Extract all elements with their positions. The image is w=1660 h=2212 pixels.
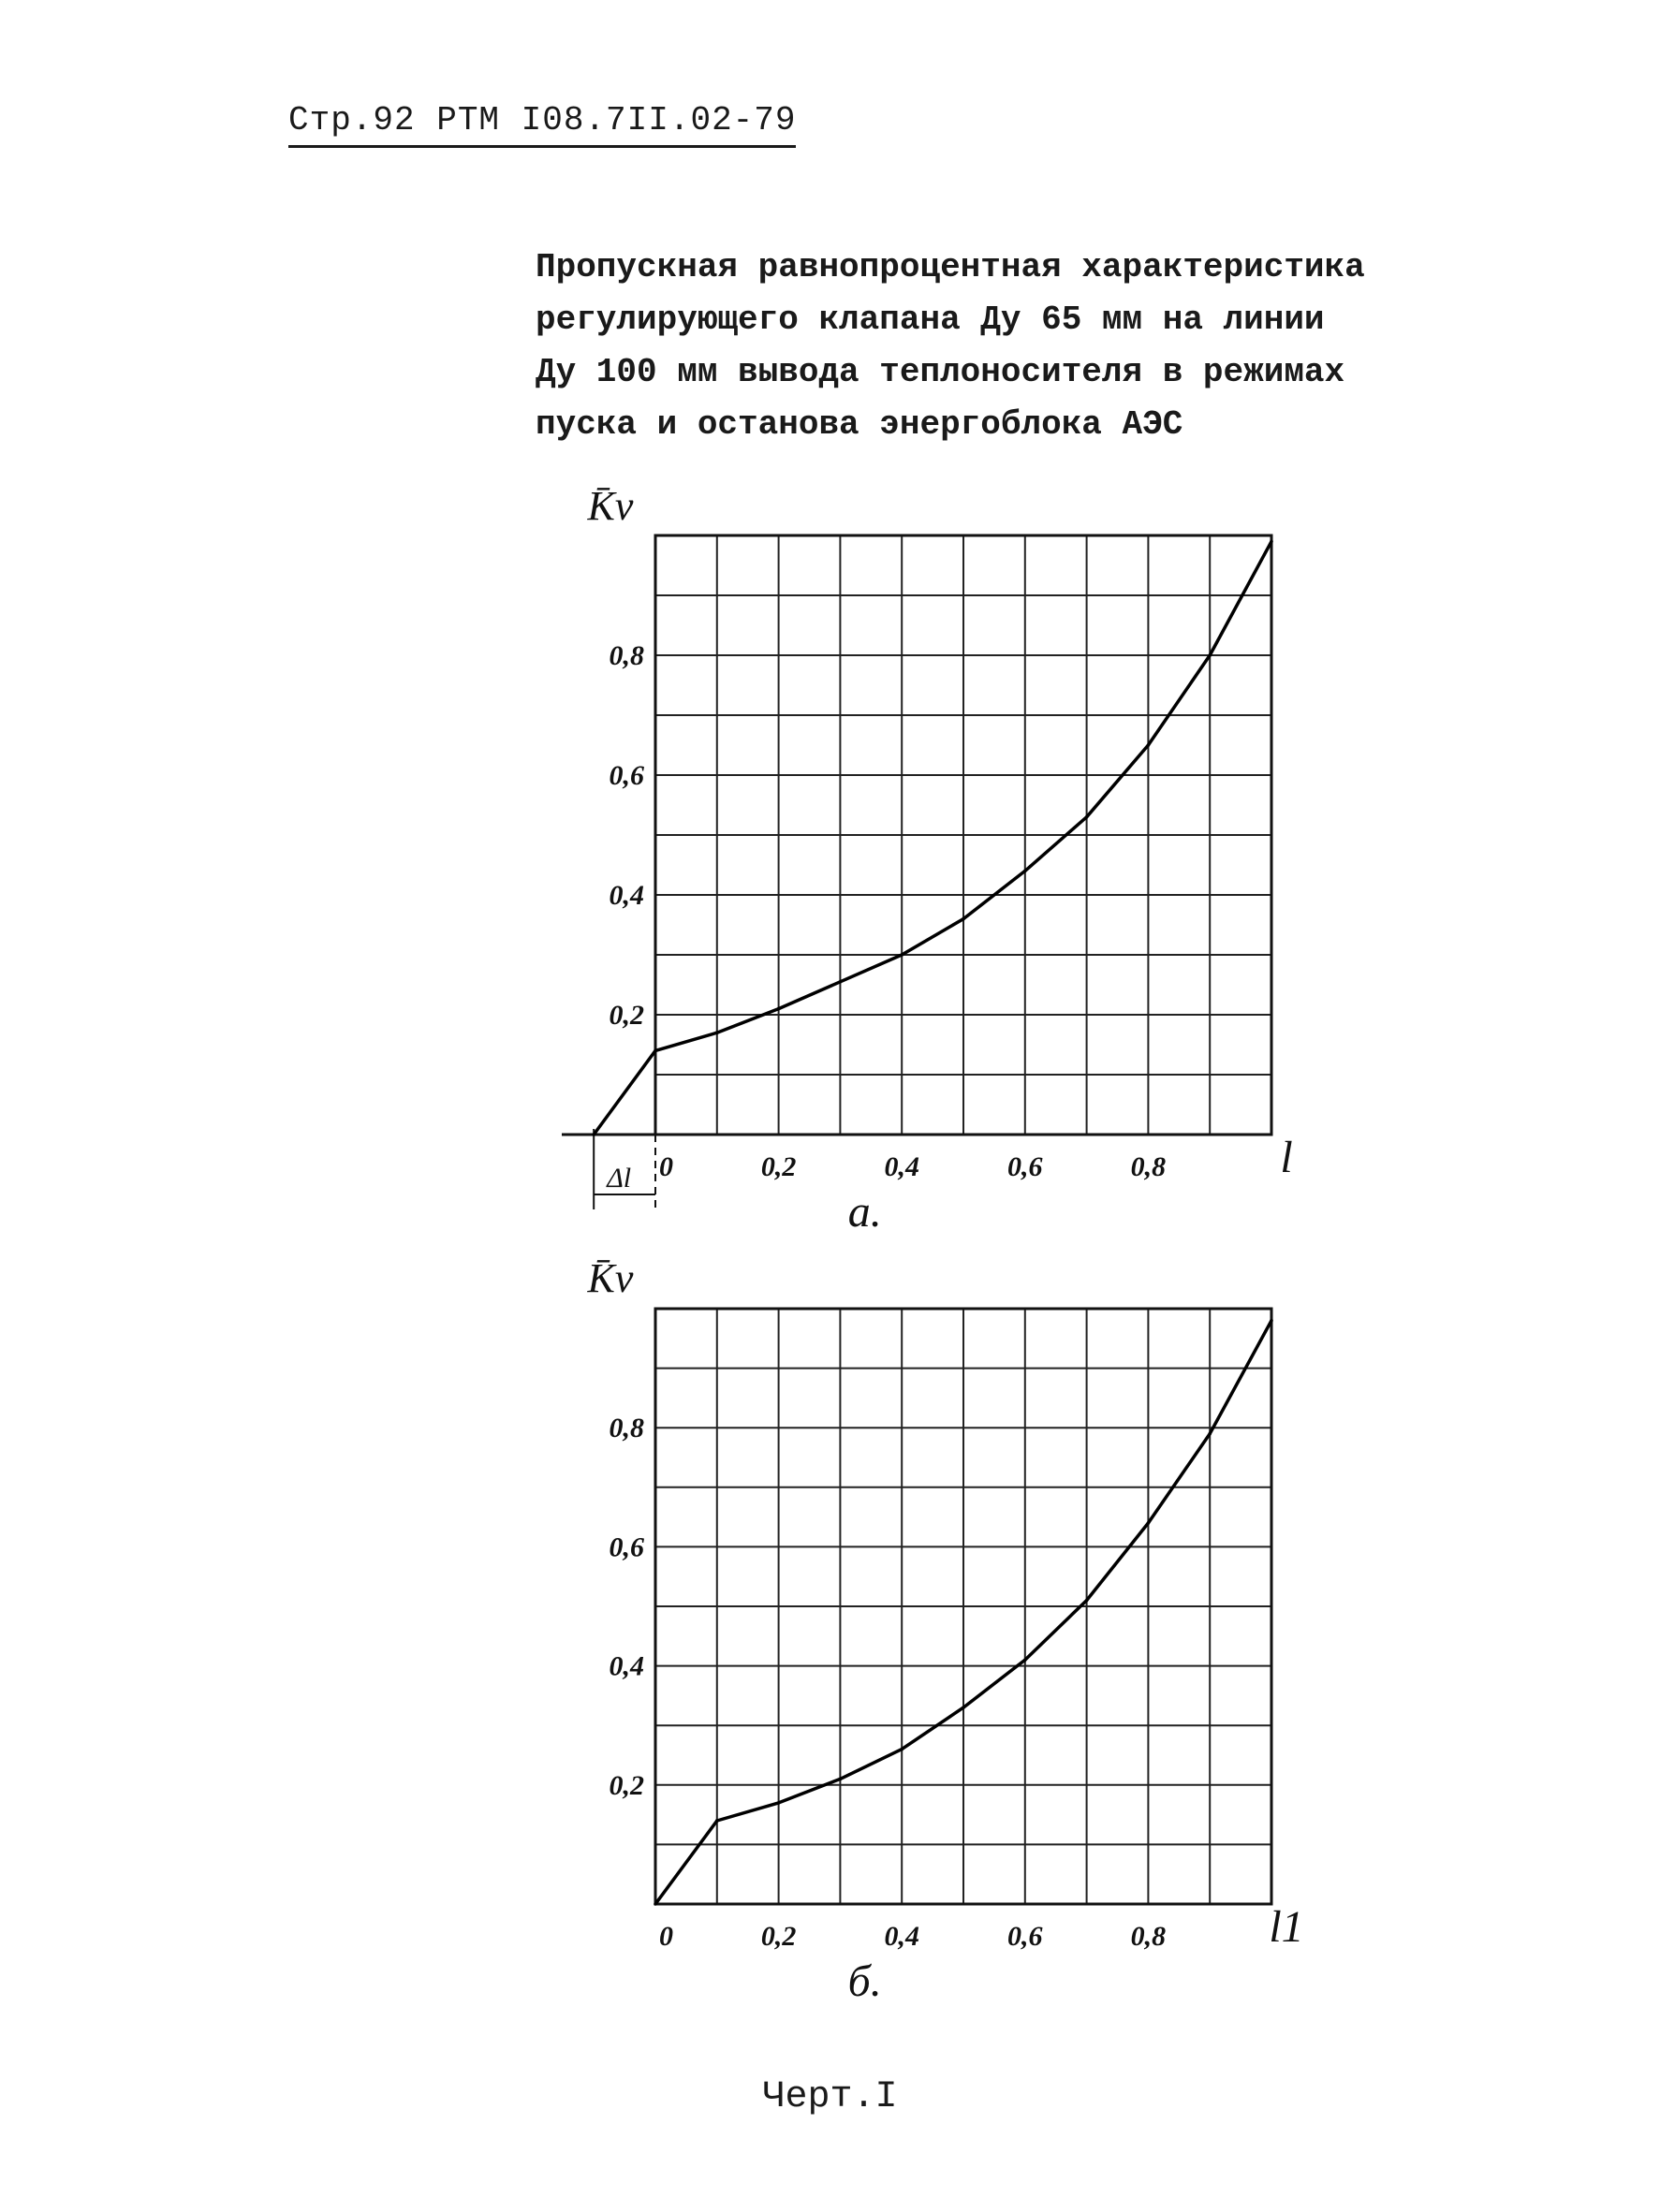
title-line: Пропускная равнопроцентная характеристика <box>536 248 1365 286</box>
curve-point <box>1085 815 1089 819</box>
figure-caption: Черт.I <box>762 2076 898 2118</box>
y-axis-label: K̄v <box>587 1255 634 1301</box>
x-axis-label: l1 <box>1269 1902 1304 1952</box>
curve-point <box>1023 1658 1027 1662</box>
title-line: регулирующего клапана Ду 65 мм на линии <box>536 300 1325 339</box>
curve-point <box>1085 1599 1089 1603</box>
title-line: Ду 100 мм вывода теплоносителя в режимах <box>536 353 1345 391</box>
x-tick-label: 0,4 <box>884 1151 919 1182</box>
curve-point <box>1147 743 1151 747</box>
y-axis-label: K̄v <box>587 483 634 529</box>
curve-point <box>715 1819 719 1823</box>
y-tick-label: 0,2 <box>609 1769 644 1801</box>
x-tick-label: 0,6 <box>1007 1151 1043 1182</box>
curve-point <box>654 1049 657 1053</box>
curve-point <box>1023 870 1027 873</box>
y-tick-label: 0,4 <box>609 880 644 911</box>
page-header: Стр.92 РТМ I08.7II.02-79 <box>288 101 796 148</box>
curve-point <box>839 1778 843 1781</box>
x-tick-label: 0 <box>659 1151 673 1182</box>
panel-label: б. <box>847 1956 882 2006</box>
x-tick-label: 0 <box>659 1921 673 1952</box>
x-tick-label: 0,8 <box>1130 1151 1167 1182</box>
x-tick-label: 0,2 <box>760 1151 797 1182</box>
curve-point <box>777 1801 781 1805</box>
y-tick-label: 0,4 <box>609 1650 644 1682</box>
curve-point <box>839 980 843 984</box>
y-tick-label: 0,2 <box>609 1000 644 1031</box>
x-tick-label: 0,6 <box>1007 1921 1043 1952</box>
y-tick-label: 0,6 <box>609 1531 644 1563</box>
panel-label: а. <box>847 1187 882 1237</box>
y-tick-label: 0,8 <box>609 640 644 671</box>
curve-point <box>900 953 903 957</box>
curve-point <box>1147 1521 1151 1525</box>
curve-point <box>715 1031 719 1034</box>
curve-point <box>962 917 965 921</box>
y-tick-label: 0,8 <box>609 1413 644 1444</box>
curve-point <box>777 1007 781 1011</box>
x-tick-label: 0,2 <box>760 1921 797 1952</box>
characteristic-curve <box>594 541 1271 1135</box>
curve-point <box>1208 653 1212 657</box>
x-tick-label: 0,8 <box>1130 1921 1167 1952</box>
curve-point <box>962 1706 965 1709</box>
title-line: пуска и останова энергоблока АЭС <box>536 405 1183 444</box>
curve-point <box>592 1133 595 1136</box>
y-tick-label: 0,6 <box>609 760 644 791</box>
curve-point <box>900 1748 903 1751</box>
curve-point <box>1270 1319 1273 1323</box>
curve-point <box>1270 540 1273 544</box>
curve-point <box>1208 1432 1212 1436</box>
curve-point <box>654 1902 657 1906</box>
x-axis-label: l <box>1280 1133 1293 1182</box>
offset-label: Δl <box>607 1163 632 1194</box>
x-tick-label: 0,4 <box>884 1921 919 1952</box>
